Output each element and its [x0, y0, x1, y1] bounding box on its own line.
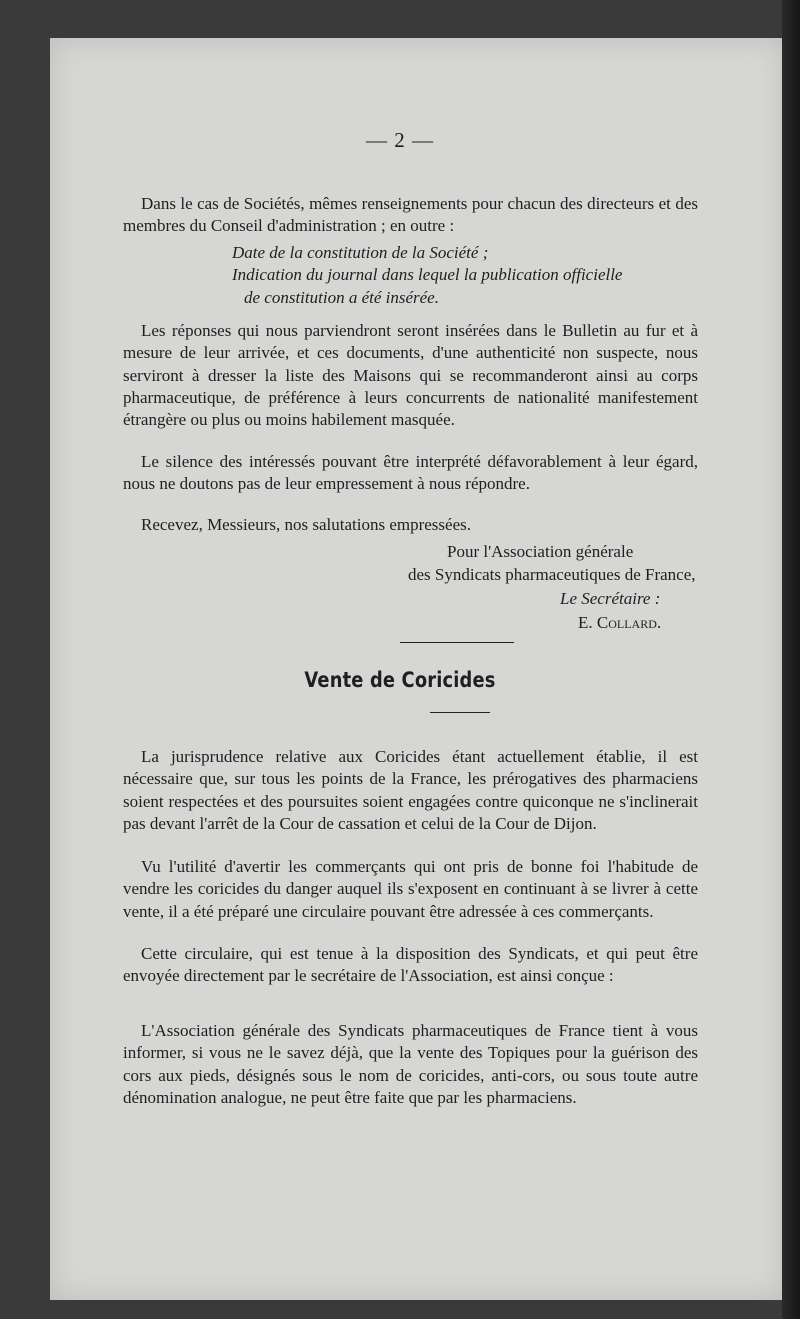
section-paragraph-circulaire-text: Cette circulaire, qui est tenue à la disposition des Syndicats, et qui peut être envoyée directement par le secrétaire de l'Association, est ainsi conçue :: [123, 944, 698, 986]
section-heading: Vente de Coricides: [304, 668, 496, 692]
paragraph-silence-text: Le silence des intéressés pouvant être interprété défavorablement à leur égard, nous ne doutons pas de leur empressement à nous répondre.: [123, 452, 698, 494]
intro-paragraph: [123, 193, 698, 238]
section-paragraph-jurisprudence: [123, 746, 698, 835]
paragraph-responses: [123, 320, 698, 431]
paragraph-silence: [123, 451, 698, 496]
italic-line-1: Date de la constitution de la Société ;: [232, 243, 489, 262]
section-paragraph-utilite-text: Vu l'utilité d'avertir les commerçants qui ont pris de bonne foi l'habitude de vendre les coricides du danger auquel ils s'exposent en continuant à se livrer à cette vente, il a été préparé une circulaire pouvant être adressée à ces commerçants.: [123, 857, 698, 921]
paragraph-responses-text: Les réponses qui nous parviendront seront insérées dans le Bulletin au fur et à mesure de leur arrivée, et ces documents, d'une authenticité non suspecte, nous serviront à dresser la liste des Maisons qui se recommanderont ainsi au corps pharmaceutique, de préférence à leurs concurrents de nationalité manifestement étrangère ou plus ou moins habilement masquée.: [123, 321, 698, 430]
book-edge: [782, 0, 800, 1319]
section-paragraph-utilite: [123, 856, 698, 923]
section-divider-bottom: [430, 712, 490, 713]
signature-surname: Collard.: [596, 613, 662, 632]
signature-line-1: Pour l'Association générale: [447, 542, 634, 561]
section-paragraph-circulaire: [123, 943, 698, 988]
paragraph-salutations-text: Recevez, Messieurs, nos salutations empressées.: [141, 515, 471, 534]
section-paragraph-jurisprudence-text: La jurisprudence relative aux Coricides étant actuellement établie, il est nécessaire que, sur tous les points de la France, les prérogatives des pharmaciens soient respectées et des poursuites soient engagées contre quiconque ne s'inclinerait pas devant l'arrêt de la Cour de cassation et celui de la Cour de Dijon.: [123, 747, 698, 833]
italic-line-2: Indication du journal dans lequel la publication officielle: [232, 265, 623, 285]
intro-text: Dans le cas de Sociétés, mêmes renseignements pour chacun des directeurs et des membres du Conseil d'administration ; en outre :: [123, 194, 698, 236]
page-number: — 2 —: [366, 128, 434, 152]
signature-initial: E.: [578, 613, 593, 632]
section-paragraph-association: [123, 1020, 698, 1109]
section-divider-top: [400, 642, 514, 643]
signature-title: Le Secrétaire :: [560, 589, 661, 608]
paragraph-salutations: [123, 514, 698, 536]
signature-line-2: des Syndicats pharmaceutiques de France,: [408, 565, 696, 584]
italic-list: [232, 242, 702, 309]
section-paragraph-association-text: L'Association générale des Syndicats pharmaceutiques de France tient à vous informer, si vous ne le savez déjà, que la vente des Topiques pour la guérison des cors aux pieds, désignés sous le nom de coricides, anti-cors, ou sous toute autre dénomination analogue, ne peut être faite que par les pharmaciens.: [123, 1021, 698, 1107]
signature-name: [578, 612, 661, 634]
italic-line-3: de constitution a été insérée.: [244, 287, 439, 307]
